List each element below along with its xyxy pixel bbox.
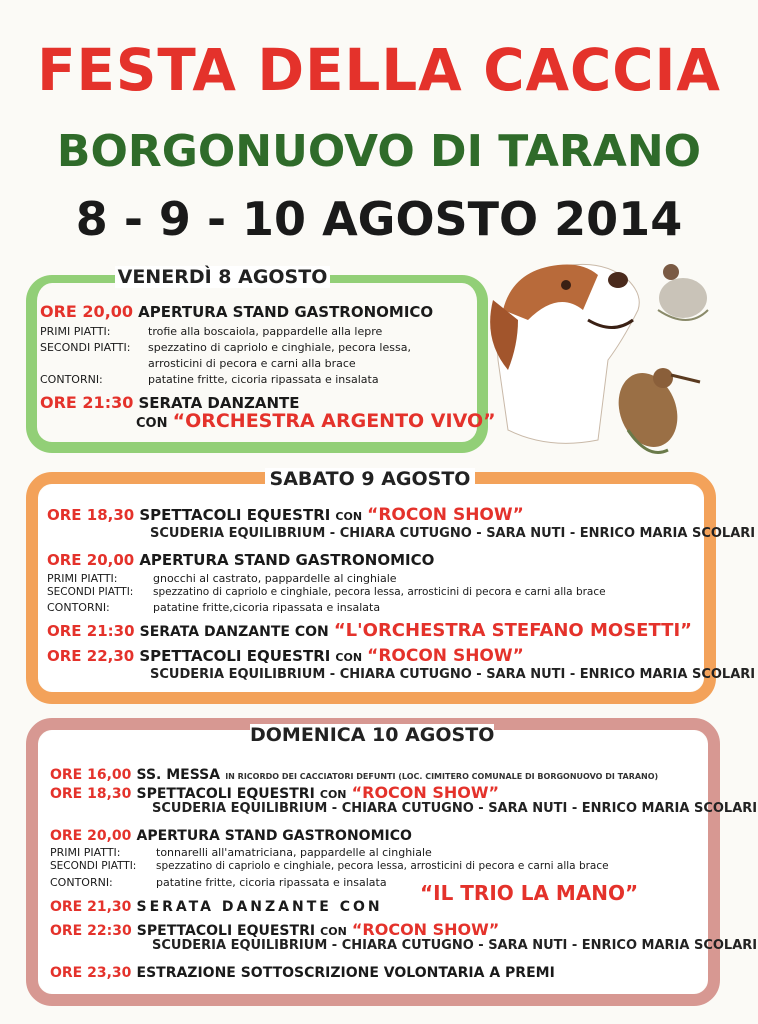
friday-primi (40, 325, 382, 338)
sunday-event-3 (50, 825, 412, 844)
menu-items: spezzatino di capriolo e cinghiale, pecora lessa, arrosticini di pecora e carni alla brace (156, 860, 609, 872)
event-title: ESTRAZIONE SOTTOSCRIZIONE VOLONTARIA A PREMI (136, 965, 555, 981)
event-time: ORE 18,30 (50, 786, 132, 802)
event-title: APERTURA STAND GASTRONOMICO (138, 303, 434, 321)
con-label: CON (320, 925, 347, 938)
act-name: “ROCON SHOW” (351, 920, 500, 939)
act-name: “ROCON SHOW” (351, 783, 500, 802)
woodcock-illustration (609, 365, 700, 456)
friday-day: VENERDÌ 8 AGOSTO (115, 266, 330, 288)
sunday-event-5-performers: SCUDERIA EQUILIBRIUM - CHIARA CUTUGNO - SARA NUTI - ENRICO MARIA SCOLARI (152, 938, 758, 953)
menu-label: CONTORNI: (47, 601, 110, 614)
saturday-secondi (47, 586, 606, 598)
menu-items: patatine fritte, cicoria ripassata e insalata (148, 373, 379, 386)
menu-items: trofie alla boscaiola, pappardelle alla lepre (148, 325, 383, 338)
event-time: ORE 23,30 (50, 965, 132, 981)
act-name: “ORCHESTRA ARGENTO VIVO” (172, 410, 496, 432)
event-title: SPETTACOLI EQUESTRI (139, 647, 331, 665)
menu-label: PRIMI PIATTI: (47, 572, 118, 585)
event-title: SERATA DANZANTE CON (136, 899, 383, 915)
friday-contorni (40, 373, 379, 386)
event-title: SERATA DANZANTE CON (139, 624, 329, 640)
menu-label: SECONDI PIATTI: (40, 341, 131, 354)
friday-event-1 (40, 302, 433, 321)
poster-dates: 8 - 9 - 10 AGOSTO 2014 (75, 192, 683, 246)
sunday-event-1 (50, 764, 658, 783)
friday-secondi-2: arrosticini di pecora e carni alla brace (148, 357, 356, 370)
con-label: CON (335, 510, 363, 523)
saturday-contorni (47, 601, 380, 614)
menu-label: CONTORNI: (50, 876, 113, 889)
saturday-event-3 (47, 620, 692, 641)
event-title: SPETTACOLI EQUESTRI (136, 786, 315, 802)
event-title: APERTURA STAND GASTRONOMICO (136, 828, 412, 844)
event-time: ORE 20,00 (40, 302, 134, 321)
event-time: ORE 21,30 (50, 899, 132, 915)
event-title: SPETTACOLI EQUESTRI (139, 506, 331, 524)
menu-items: patatine fritte, cicoria ripassata e insalata (156, 876, 387, 889)
event-title: SERATA DANZANTE (138, 394, 300, 412)
partridge-illustration (658, 264, 708, 320)
menu-items: patatine fritte,cicoria ripassata e insalata (153, 601, 381, 614)
menu-items: gnocchi al castrato, pappardelle al cinghiale (153, 572, 397, 585)
menu-items: tonnarelli all'amatriciana, pappardelle al cinghiale (156, 846, 432, 859)
saturday-primi (47, 572, 397, 585)
event-note: IN RICORDO DEI CACCIATORI DEFUNTI (LOC. CIMITERO COMUNALE DI BORGONUOVO DI TARANO) (225, 772, 659, 781)
sunday-secondi (50, 860, 609, 872)
menu-label: SECONDI PIATTI: (47, 586, 134, 598)
sunday-day: DOMENICA 10 AGOSTO (250, 724, 495, 746)
con-label: CON (136, 416, 168, 431)
poster-place: BORGONUOVO DI TARANO (56, 126, 702, 177)
menu-items: spezzatino di capriolo e cinghiale, pecora lessa, (148, 341, 411, 354)
event-title: APERTURA STAND GASTRONOMICO (139, 551, 435, 569)
event-time: ORE 16,00 (50, 767, 132, 783)
act-name: “ROCON SHOW” (367, 646, 524, 666)
act-name: “ROCON SHOW” (367, 505, 524, 525)
saturday-event-4-performers: SCUDERIA EQUILIBRIUM - CHIARA CUTUGNO - SARA NUTI - ENRICO MARIA SCOLARI (150, 667, 756, 682)
saturday-event-1 (47, 505, 524, 525)
sunday-primi (50, 846, 432, 859)
event-title: SS. MESSA (136, 767, 221, 783)
saturday-event-2 (47, 550, 434, 569)
hunting-illustration (488, 250, 718, 465)
poster-title: FESTA DELLA CACCIA (37, 36, 721, 104)
act-name: “L'ORCHESTRA STEFANO MOSETTI” (333, 620, 692, 641)
menu-label: PRIMI PIATTI: (50, 846, 121, 859)
event-time: ORE 21:30 (47, 622, 135, 640)
menu-label: PRIMI PIATTI: (40, 325, 111, 338)
friday-event-2-act (136, 410, 496, 432)
sunday-event-5 (50, 920, 499, 939)
sunday-event-4-act: “IL TRIO LA MANO” (420, 881, 639, 905)
saturday-day: SABATO 9 AGOSTO (265, 468, 475, 490)
event-time: ORE 20,00 (47, 551, 135, 569)
menu-label: SECONDI PIATTI: (50, 860, 137, 872)
menu-label: CONTORNI: (40, 373, 103, 386)
sunday-event-2-performers: SCUDERIA EQUILIBRIUM - CHIARA CUTUGNO - SARA NUTI - ENRICO MARIA SCOLARI (152, 801, 758, 816)
event-time: ORE 22,30 (47, 647, 135, 665)
sunday-contorni (50, 876, 387, 889)
dog-illustration (490, 264, 639, 443)
event-time: ORE 22:30 (50, 923, 132, 939)
event-time: ORE 18,30 (47, 506, 135, 524)
sunday-event-4 (50, 896, 383, 915)
sunday-event-6 (50, 962, 555, 981)
con-label: CON (319, 788, 347, 801)
saturday-event-4 (47, 646, 524, 666)
event-time: ORE 21:30 (40, 393, 134, 412)
saturday-event-1-performers: SCUDERIA EQUILIBRIUM - CHIARA CUTUGNO - SARA NUTI - ENRICO MARIA SCOLARI (150, 526, 756, 541)
event-time: ORE 20,00 (50, 828, 132, 844)
con-label: CON (335, 651, 363, 664)
menu-items: spezzatino di capriolo e cinghiale, pecora lessa, arrosticini di pecora e carni alla brace (153, 586, 606, 598)
friday-secondi (40, 341, 411, 354)
sunday-event-2 (50, 783, 499, 802)
event-title: SPETTACOLI EQUESTRI (136, 923, 316, 939)
